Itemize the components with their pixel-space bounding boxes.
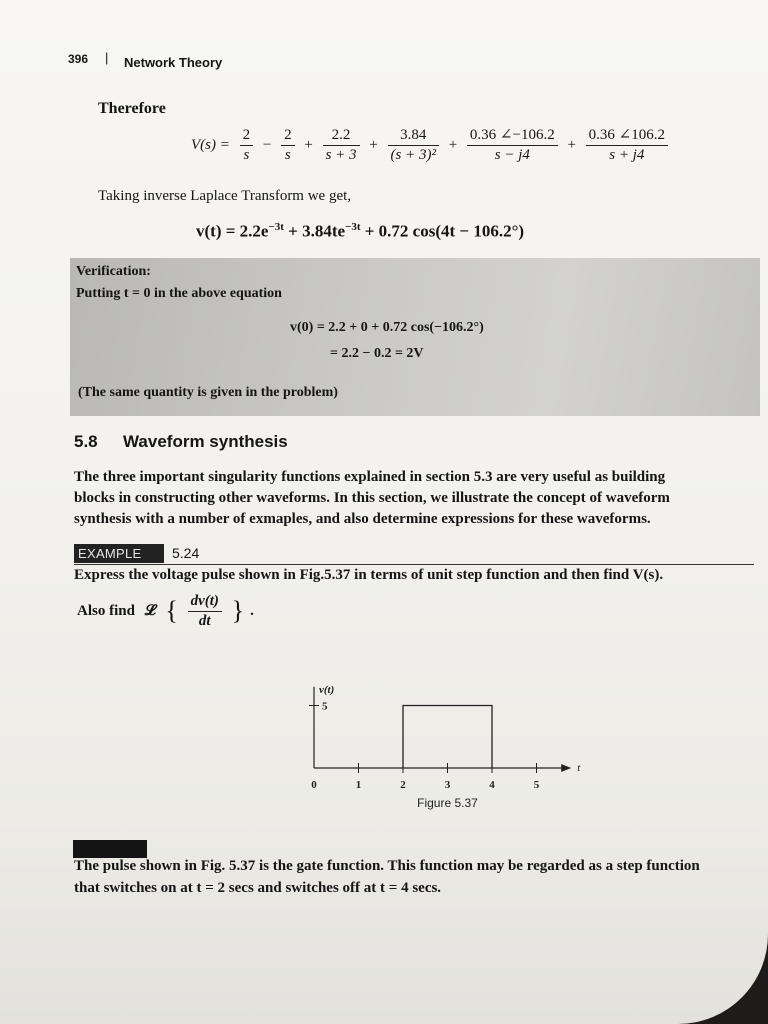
x-tick-label: 3 <box>444 779 451 791</box>
verification-note: (The same quantity is given in the problem) <box>78 385 338 400</box>
solution-line: The pulse shown in Fig. 5.37 is the gate function. This function may be regarded as a step function <box>74 858 700 874</box>
figure-5-37 <box>270 640 590 815</box>
y-axis-label: v(t) <box>319 683 335 696</box>
page-number: 396 <box>68 52 89 66</box>
vs-term: $\frac{2.2}{s + 3}$ <box>323 126 360 165</box>
verification-eq1: v(0) = 2.2 + 0 + 0.72 cos(−106.2°) <box>290 320 484 335</box>
x-tick-label: 5 <box>533 779 540 791</box>
x-tick-label: 4 <box>489 779 495 791</box>
header-separator: | <box>105 50 109 65</box>
section-paragraph-line: The three important singularity functions explained in section 5.3 are very useful as building <box>74 469 666 485</box>
verification-heading: Verification: <box>76 264 151 279</box>
vs-sign: + <box>304 136 313 153</box>
example-tag: EXAMPLE <box>74 544 164 563</box>
solution-tag <box>73 840 147 858</box>
inverse-laplace-intro: Taking inverse Laplace Transform we get, <box>98 188 352 204</box>
example-statement: Express the voltage pulse shown in Fig.5.37 in terms of unit step function and then find V(s). <box>74 567 664 583</box>
vt-equation: $v(t) = 2.2e^{-3t} + 3.84te^{-3t} + 0.72$ cos(4t − 106.2°) <box>196 221 525 241</box>
section-paragraph-line: synthesis with a number of exmaples, and also determine expressions for these waveforms. <box>74 511 651 527</box>
pulse-waveform <box>403 706 492 769</box>
vs-term: $\frac{3.84}{\text{(s + 3)²}}$ <box>388 126 439 165</box>
x-tick-label: 1 <box>355 779 362 791</box>
example-line2: Also find 𝓛 { $\frac{dv(t)}{dt}$ } . <box>77 593 254 629</box>
verification-line: Putting t = 0 in the above equation <box>76 286 282 301</box>
vs-sign: + <box>567 136 576 153</box>
vs-term: $\frac{2}{s}$ <box>240 126 254 165</box>
verification-eq2: = 2.2 − 0.2 = 2V <box>330 346 424 361</box>
vs-term: $\frac{0.36 \angle 106.2}{s + j4}$ <box>586 126 668 165</box>
vs-lhs: V(s) = <box>191 136 230 153</box>
x-tick-label: 2 <box>400 779 406 791</box>
figure-caption: Figure 5.37 <box>417 796 478 810</box>
vs-sign: + <box>369 136 378 153</box>
vs-sign: − <box>262 136 272 153</box>
vs-term: $\frac{0.36 \angle-106.2}{s - j4}$ <box>467 126 558 165</box>
solution-line: that switches on at t = 2 secs and switches off at t = 4 secs. <box>74 880 442 896</box>
x-axis-label: t <box>577 762 581 774</box>
therefore-text: Therefore <box>98 100 166 117</box>
section-paragraph-line: blocks in constructing other waveforms. In this section, we illustrate the concept of waveform <box>74 490 670 506</box>
example-rule <box>74 564 754 565</box>
vs-term: $\frac{2}{s}$ <box>281 126 295 165</box>
x-axis-arrow <box>561 764 571 772</box>
x-tick-label: 0 <box>311 779 317 791</box>
section-title: Waveform synthesis <box>123 432 288 451</box>
example-number: 5.24 <box>172 545 200 561</box>
running-title: Network Theory <box>124 55 223 70</box>
vs-equation <box>188 126 671 165</box>
y-tick-label: 5 <box>322 700 328 713</box>
vs-sign: + <box>448 136 458 153</box>
section-number: 5.8 <box>74 432 98 451</box>
